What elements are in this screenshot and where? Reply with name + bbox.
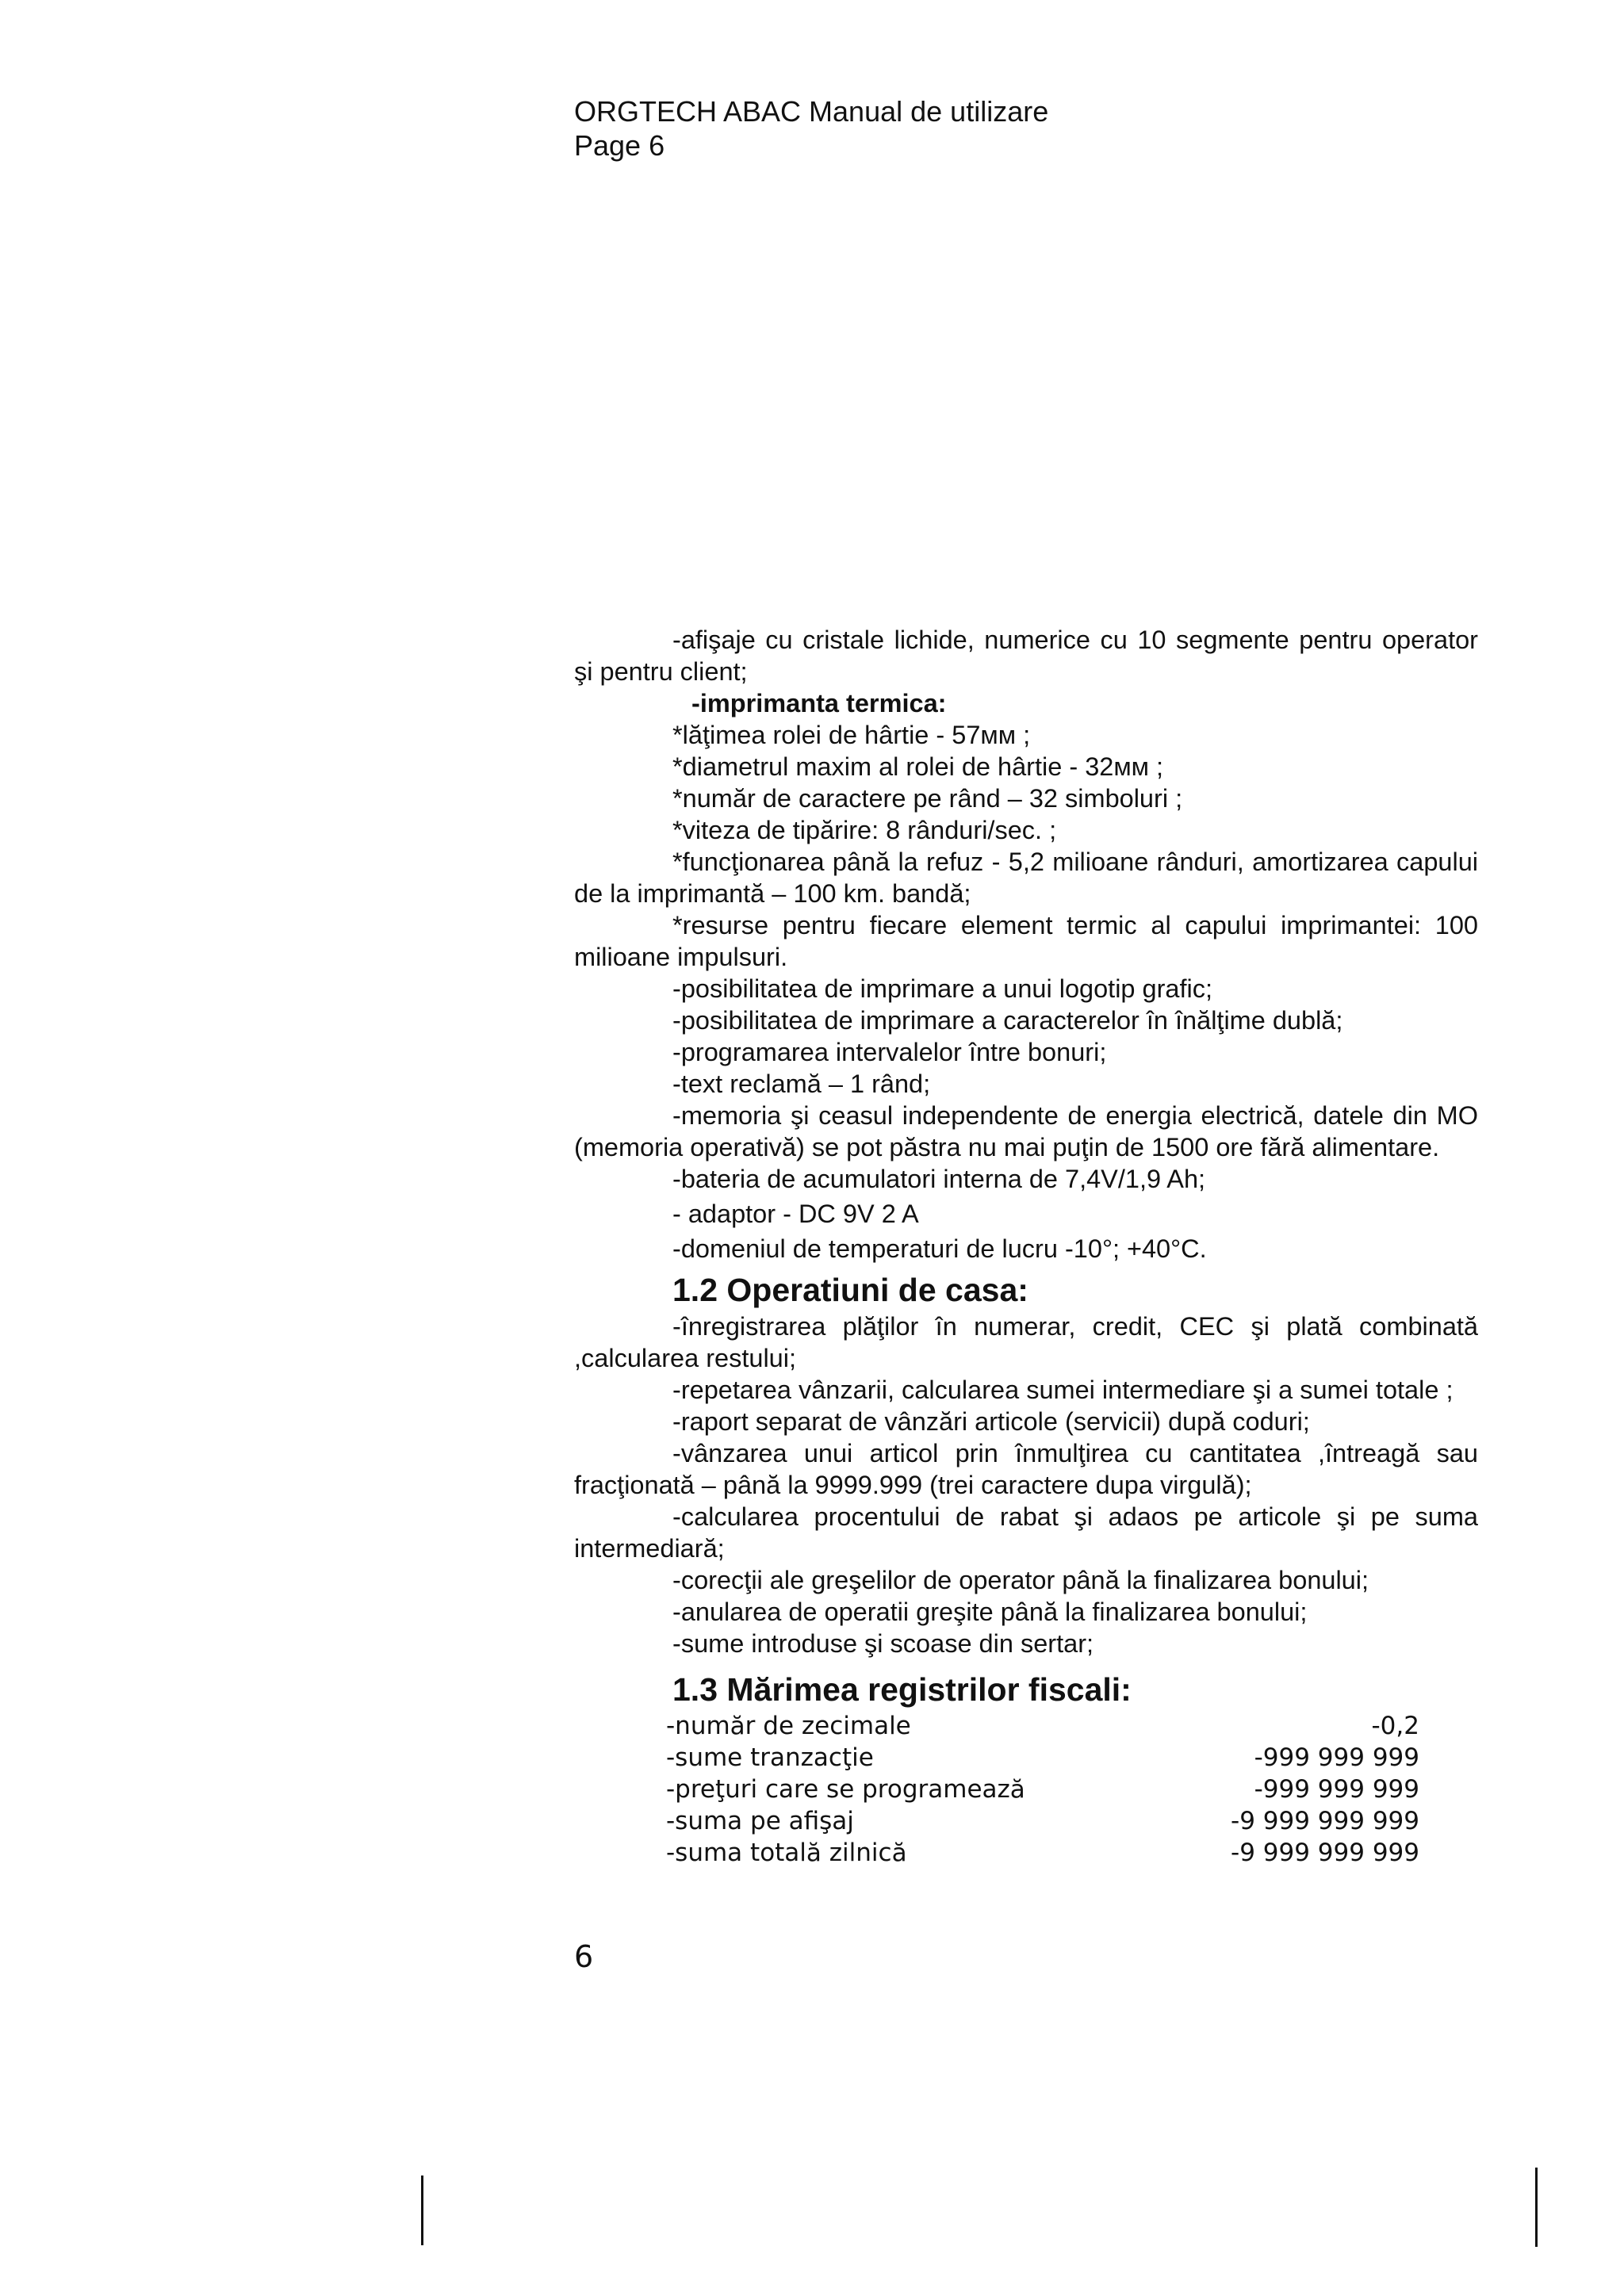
section-heading-1-3: 1.3 Mărimea registrilor fiscali: — [672, 1671, 1132, 1708]
printer-item: *diametrul maxim al rolei de hârtie - 32мм ; — [672, 752, 1164, 781]
feature-item: -programarea intervalelor între bonuri; — [672, 1038, 1107, 1066]
operation-item: -anularea de operatii greşite până la finalizarea bonului; — [672, 1598, 1308, 1626]
document-header-title: ORGTECH ABAC Manual de utilizare — [574, 95, 1049, 128]
feature-item: -text reclamă – 1 rând; — [672, 1070, 931, 1098]
printer-item: *resurse pentru fiecare element termic al capului imprimantei: 100 milioane impulsuri. — [574, 911, 1478, 971]
register-value: -999 999 999 — [1254, 1775, 1419, 1804]
operation-item: -repetarea vânzarii, calcularea sumei intermediare şi a sumei totale ; — [672, 1376, 1454, 1404]
margin-bar-right — [1535, 2168, 1538, 2247]
page-body — [574, 624, 1478, 1869]
register-value: -999 999 999 — [1254, 1743, 1419, 1772]
feature-item: - adaptor - DC 9V 2 A — [672, 1200, 919, 1228]
table-row — [666, 1805, 1419, 1837]
register-value: -9 999 999 999 — [1231, 1839, 1419, 1867]
feature-item: -domeniul de temperaturi de lucru -10°; +40°C. — [672, 1234, 1207, 1263]
operation-item: -raport separat de vânzări articole (servicii) după coduri; — [672, 1407, 1310, 1436]
fiscal-registers-table — [666, 1710, 1419, 1869]
feature-item: -posibilitatea de imprimare a caracterelor în înălţime dublă; — [672, 1006, 1343, 1035]
operation-item: -corecţii ale greşelilor de operator până la finalizarea bonului; — [672, 1566, 1369, 1594]
printer-item: *număr de caractere pe rând – 32 simboluri ; — [672, 784, 1183, 813]
feature-item: -memoria şi ceasul independente de energia electrică, datele din MO (memoria operativă) se pot păstra nu mai puţin de 1500 ore fără alimentare. — [574, 1101, 1478, 1161]
register-label: -suma totală zilnică — [666, 1839, 907, 1867]
spec-displays: -afişaje cu cristale lichide, numerice cu 10 segmente pentru operator şi pentru client; — [574, 626, 1478, 686]
page-number: 6 — [574, 1939, 594, 1974]
document-header-page: Page 6 — [574, 129, 665, 162]
register-label: -suma pe afişaj — [666, 1807, 854, 1835]
register-label: -preţuri care se programează — [666, 1775, 1025, 1804]
operation-item: -vânzarea unui articol prin înmulţirea cu cantitatea ,întreagă sau fracţionată – până la 9999.999 (trei caractere dupa virgulă); — [574, 1439, 1478, 1499]
printer-heading: -imprimanta termica: — [691, 689, 947, 718]
printer-item: *viteza de tipărire: 8 rânduri/sec. ; — [672, 816, 1057, 844]
operation-item: -sume introduse şi scoase din sertar; — [672, 1629, 1094, 1658]
feature-item: -bateria de acumulatori interna de 7,4V/1,9 Ah; — [672, 1165, 1206, 1193]
printer-item: *funcţionarea până la refuz - 5,2 milioane rânduri, amortizarea capului de la imprimantă – 100 km. bandă; — [574, 848, 1478, 908]
feature-item: -posibilitatea de imprimare a unui logotip grafic; — [672, 974, 1213, 1003]
printer-item: *lăţimea rolei de hârtie - 57мм ; — [672, 721, 1031, 749]
section-heading-1-2: 1.2 Operatiuni de casa: — [672, 1272, 1028, 1308]
table-row — [666, 1742, 1419, 1774]
register-label: -număr de zecimale — [666, 1712, 911, 1740]
table-row — [666, 1837, 1419, 1869]
margin-bar-left — [421, 2175, 423, 2245]
table-row — [666, 1774, 1419, 1805]
register-value: -9 999 999 999 — [1231, 1807, 1419, 1835]
operation-item: -calcularea procentului de rabat şi adaos pe articole şi pe suma intermediară; — [574, 1502, 1478, 1563]
register-value: -0,2 — [1371, 1712, 1419, 1740]
operation-item: -înregistrarea plăţilor în numerar, credit, CEC şi plată combinată ,calcularea restului; — [574, 1312, 1478, 1372]
table-row — [666, 1710, 1419, 1742]
register-label: -sume tranzacţie — [666, 1743, 874, 1772]
